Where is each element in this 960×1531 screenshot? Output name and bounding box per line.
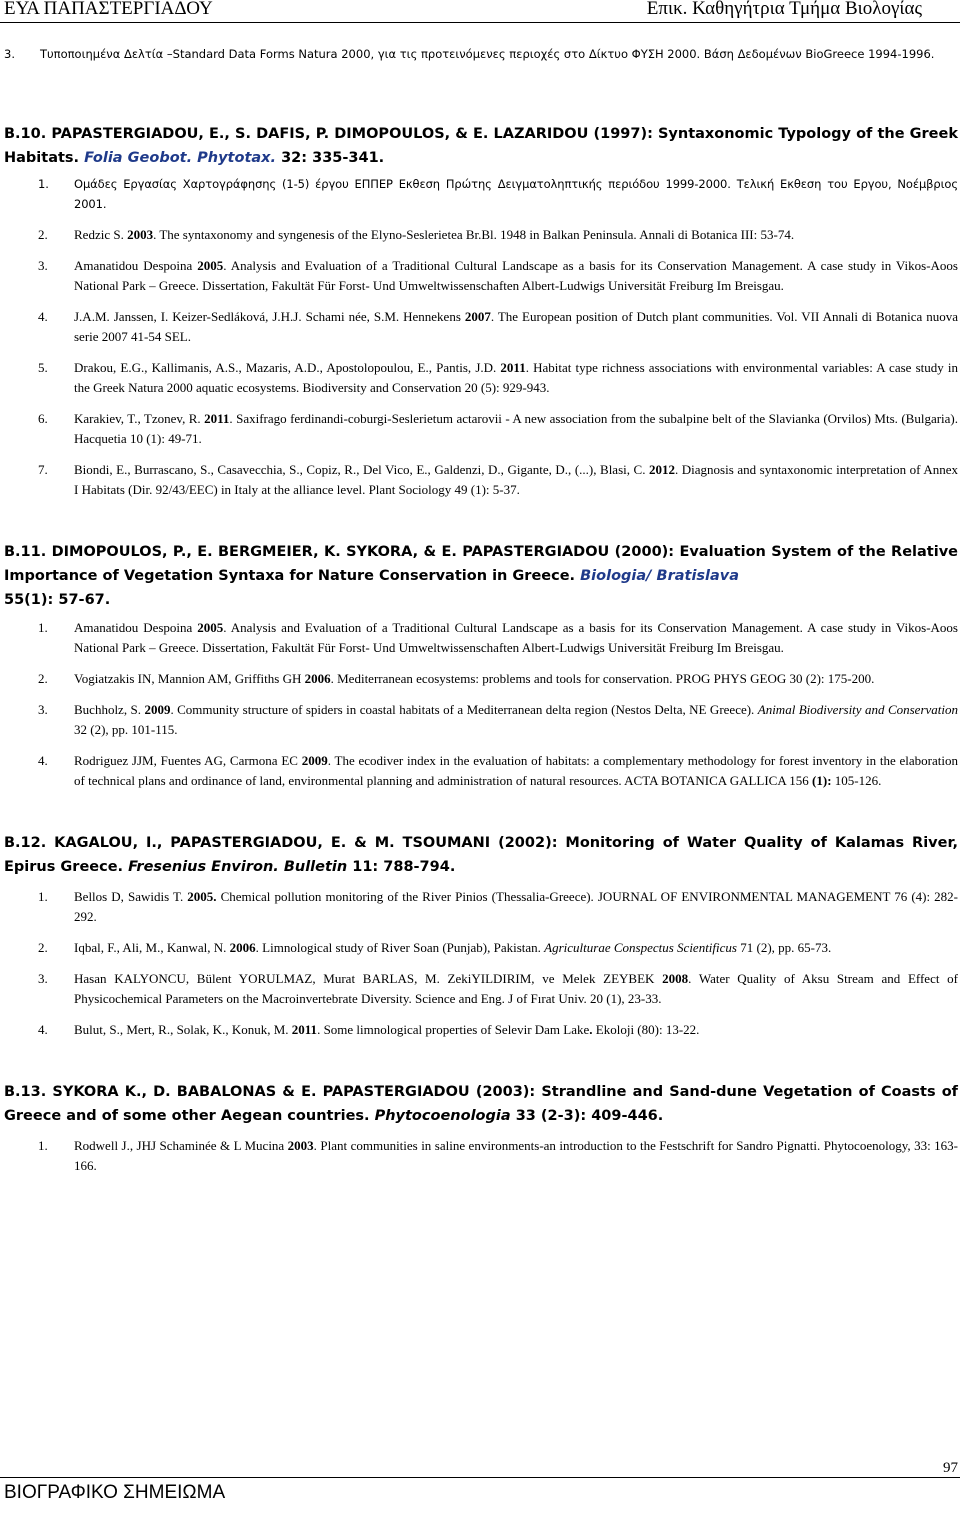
citation-item xyxy=(4,409,958,449)
citation-text: . Saxifrago ferdinandi-coburgi-Seslerietum actarovii - A new association from the subalpine belt of the Slavianka (Orvilos) Mts. (Bulgaria). Hacquetia 10 (1): 49-71. xyxy=(74,411,958,446)
publication-b10 xyxy=(4,122,958,170)
pub-end: . xyxy=(104,592,111,608)
citation-text: . The syntaxonomy and syngenesis of the Elyno-Seslerietea Br.Bl. 1948 in Balkan Peninsula. Annali di Botanica III: 53-74. xyxy=(153,227,795,242)
citation-year: 2008 xyxy=(662,971,689,986)
citation-year: 2005 xyxy=(197,620,224,635)
citation-text: Chemical pollution monitoring of the River Pinios (Thessalia-Greece). JOURNAL OF ENVIRONMENTAL MANAGEMENT 76 (4): 282-292. xyxy=(74,889,958,924)
citation-item xyxy=(4,174,958,214)
pub-volume: 55(1): 57-67 xyxy=(4,592,105,608)
citation-text: . The European position of Dutch plant communities. Vol. VII Annali di Botanica nuova serie 2007 41-54 SEL. xyxy=(74,309,958,344)
footer-title: ΒΙΟΓΡΑΦΙΚΟ ΣΗΜΕΙΩΜΑ xyxy=(4,1482,226,1503)
citation-number: 4. xyxy=(38,753,48,768)
citation-item xyxy=(4,1136,958,1176)
citation-item xyxy=(4,618,958,658)
citation-authors: Redzic S. xyxy=(74,227,128,242)
page-number: 97 xyxy=(943,1460,958,1476)
page-content xyxy=(4,44,958,1187)
citation-item xyxy=(4,358,958,398)
citation-bold: . xyxy=(589,1022,593,1037)
pub-authors: B.10. PAPASTERGIADOU, E., S. xyxy=(4,126,257,142)
header-position: Επικ. Καθηγήτρια Τμήμα Βιολογίας xyxy=(646,0,922,19)
citation-item xyxy=(4,669,958,689)
pub-volume: 11: 788-794 xyxy=(347,859,450,875)
citation-authors: Bellos D, Sawidis T. xyxy=(74,889,188,904)
citation-text: . Community structure of spiders in coastal habitats of a Mediterranean delta region (Nestos Delta, NE Greece). xyxy=(170,702,758,717)
citation-text: . Water Quality of Aksu Stream and Effect of Physicochemical Parameters on the Macroinvertebrate Diversity. Science and Eng. J of Fırat Univ. 20 (1), 23-33. xyxy=(74,971,958,1006)
page-header xyxy=(0,0,960,22)
citation-text: . Mediterranean ecosystems: problems and tools for conservation. PROG PHYS GEOG 30 (2): 175-200. xyxy=(330,671,875,686)
citation-text: . The ecodiver index in the evaluation of habitats: a complementary methodology for forest inventory in the elaboration of technical plans and ordinance of land, environmental planning and administration of natural resources. ACTA BOTANICA GALLICA 156 xyxy=(74,753,959,788)
citation-number: 7. xyxy=(38,462,48,477)
pub-heading: B.13. SYKORA K., D. BABALONAS & E. PAPASTERGIADOU (2003): Strandline and Sand-dune Vegetation of Coasts of Greece and of some other Aegean countries. xyxy=(4,1084,958,1124)
citation-item xyxy=(4,938,958,958)
citation-authors: Karakiev, T., Tzonev, R. xyxy=(74,411,205,426)
citation-number: 5. xyxy=(38,360,48,375)
citation-text: Ekoloji (80): 13-22. xyxy=(592,1022,700,1037)
citation-item xyxy=(4,969,958,1009)
citation-year: 2006 xyxy=(229,940,256,955)
pub-journal: Fresenius Environ. Bulletin xyxy=(128,859,348,875)
citation-authors: Hasan KALYONCU, Bülent YORULMAZ, Murat BARLAS, M. ZekiYILDIRIM, ve Melek ZEYBEK xyxy=(74,971,663,986)
citation-authors: Vogiatzakis IN, Mannion AM, Griffiths GH xyxy=(74,671,305,686)
citation-authors: Rodwell J., JHJ Schaminée & L Mucina xyxy=(74,1138,288,1153)
header-rule xyxy=(0,22,960,23)
citation-authors: Buchholz, S. xyxy=(74,702,145,717)
citation-year: 2009 xyxy=(301,753,328,768)
citation-journal: Animal Biodiversity and Conservation xyxy=(757,702,958,717)
citation-number: 3. xyxy=(38,258,48,273)
citation-text: . Some limnological properties of Selevir Dam Lake xyxy=(317,1022,590,1037)
citation-item xyxy=(4,256,958,296)
pub-author-lazaridou: LAZARIDOU xyxy=(493,126,589,142)
citation-text: Ομάδες Εργασίας Χαρτογράφησης (1-5) έργου ΕΠΠΕΡ Εκθεση Πρώτης Δειγματοληπτικής περιόδου 1999-2000. Τελική Εκθεση του Εργου, Νοέμβριος 2001. xyxy=(74,177,958,211)
citation-authors: Iqbal, F., Ali, M., Kanwal, N. xyxy=(74,940,230,955)
citation-number: 3. xyxy=(38,971,48,986)
citation-item xyxy=(4,887,958,927)
pub-author-dafis: DAFIS xyxy=(256,126,306,142)
citation-text: . Analysis and Evaluation of a Traditional Cultural Landscape as a basis for its Conservation Management. A case study in Vikos-Aoos National Park – Greece. Dissertation, Fakultät Für Forst- Und Umweltwissenschaften Albert-Ludwigs Universität Freiburg Im Breisgau. xyxy=(74,258,958,293)
pub-heading: B.11. DIMOPOULOS, P., E. BERGMEIER, K. SYKORA, & E. PAPASTERGIADOU (2000): Evaluation System of the Relative Importance of Vegetation Syntaxa for Nature Conservation in Greece. xyxy=(4,544,958,584)
pub-journal: Phytocoenologia xyxy=(374,1108,511,1124)
pub-end: . xyxy=(449,859,456,875)
citation-text: . Plant communities in saline environments-an introduction to the Festschrift for Sandro Pignatti. Phytocoenology, 33: 163-166. xyxy=(74,1138,958,1173)
publication-b11 xyxy=(4,540,958,612)
pub-author-dimopoulos: DIMOPOULOS xyxy=(334,126,445,142)
citation-year: 2005. xyxy=(187,889,217,904)
citation-text: 32 (2), pp. 101-115. xyxy=(74,722,178,737)
citation-authors: Rodriguez JJM, Fuentes AG, Carmona EC xyxy=(74,753,302,768)
citation-text: . Diagnosis and syntaxonomic interpretation of Annex I Habitats (Dir. 92/43/EEC) in Italy at the alliance level. Plant Sociology 49 (1): 5-37. xyxy=(74,462,958,497)
citation-text: . Habitat type richness associations with environmental variables: A case study in the Greek Natura 2000 aquatic ecosystems. Biodiversity and Conservation 20 (5): 929-943. xyxy=(74,360,959,395)
citation-year: 2011 xyxy=(291,1022,318,1037)
header-author: ΕΥΑ ΠΑΠΑΣΤΕΡΓΙΑΔΟΥ xyxy=(4,0,213,19)
citation-journal: Agriculturae Conspectus Scientificus xyxy=(544,940,737,955)
pub-journal: Biologia/ Bratislava xyxy=(580,568,740,584)
citation-number: 1. xyxy=(38,889,48,904)
citation-item xyxy=(4,700,958,740)
pub-volume: 33 (2-3): 409-446 xyxy=(510,1108,658,1124)
citation-year: 2011 xyxy=(204,411,230,426)
citation-authors: Amanatidou Despoina xyxy=(74,620,198,635)
citation-year: 2003 xyxy=(127,227,154,242)
citation-text: Τυποποιημένα Δελτία –Standard Data Forms Natura 2000, για τις προτεινόμενες περιοχές στο Δίκτυο ΦΥΣΗ 2000. Βάση Δεδομένων BioGreece 1994-1996. xyxy=(40,47,935,61)
citation-authors: J.A.M. Janssen, I. Keizer-Sedláková, J.H.J. Schami née, S.M. Hennekens xyxy=(74,309,465,324)
citation-authors: Biondi, E., Burrascano, S., Casavecchia, S., Copiz, R., Del Vico, E., Galdenzi, D., Gigante, D., (...), Blasi, C. xyxy=(74,462,649,477)
citation-item xyxy=(4,307,958,347)
citation-year: 2007 xyxy=(464,309,491,324)
citation-item xyxy=(4,751,958,791)
citation-number: 4. xyxy=(38,1022,48,1037)
citation-number: 2. xyxy=(38,671,48,686)
citation-number: 1. xyxy=(38,620,48,635)
citation-authors: Bulut, S., Mert, R., Solak, K., Konuk, M. xyxy=(74,1022,292,1037)
publication-b12 xyxy=(4,831,958,879)
citation-year: 2003 xyxy=(287,1138,314,1153)
citation-number: 1. xyxy=(38,177,49,191)
citation-text: . Analysis and Evaluation of a Traditional Cultural Landscape as a basis for its Conservation Management. A case study in Vikos-Aoos National Park – Greece. Dissertation, Fakultät Für Forst- Und Umweltwissenschaften Albert-Ludwigs Universität Freiburg Im Breisgau. xyxy=(74,620,958,655)
pub-journal: Folia Geobot. Phytotax. xyxy=(84,150,277,166)
citation-number: 2. xyxy=(38,940,48,955)
footer-rule xyxy=(0,1477,960,1478)
citation-authors: Drakou, E.G., Kallimanis, A.S., Mazaris, A.D., Apostolopoulou, E., Pantis, J.D. xyxy=(74,360,501,375)
pub-heading: B.12. KAGALOU, I., PAPASTERGIADOU, E. & M. TSOUMANI (2002): Monitoring of Water Quality of Kalamas River, Epirus Greece. xyxy=(4,835,958,875)
pub-end: . xyxy=(657,1108,664,1124)
citation-item xyxy=(4,44,958,64)
citation-number: 2. xyxy=(38,227,48,242)
citation-number: 4. xyxy=(38,309,48,324)
citation-authors: Amanatidou Despoina xyxy=(74,258,198,273)
citation-text: 105-126. xyxy=(831,773,882,788)
citation-number: 6. xyxy=(38,411,48,426)
citation-item xyxy=(4,460,958,500)
citation-number: 3. xyxy=(4,47,15,61)
pub-volume: 32: 335-341. xyxy=(276,150,385,166)
citation-year: 2009 xyxy=(144,702,171,717)
citation-number: 3. xyxy=(38,702,48,717)
citation-text: 71 (2), pp. 65-73. xyxy=(736,940,832,955)
citation-year: 2006 xyxy=(304,671,331,686)
citation-year: 2011 xyxy=(500,360,526,375)
citation-year: 2005 xyxy=(197,258,224,273)
citation-item xyxy=(4,1020,958,1040)
citation-issue: (1): xyxy=(812,773,832,788)
pub-authors: , & E. xyxy=(444,126,494,142)
pub-title: (1997): Syntaxonomic Typology of the Greek Habitats. xyxy=(4,126,958,166)
publication-b13 xyxy=(4,1080,958,1128)
citation-text: . Limnological study of River Soan (Punjab), Pakistan. xyxy=(255,940,545,955)
pub-authors: , P. xyxy=(305,126,335,142)
citation-item xyxy=(4,225,958,245)
citation-year: 2012 xyxy=(649,462,675,477)
citation-number: 1. xyxy=(38,1138,48,1153)
